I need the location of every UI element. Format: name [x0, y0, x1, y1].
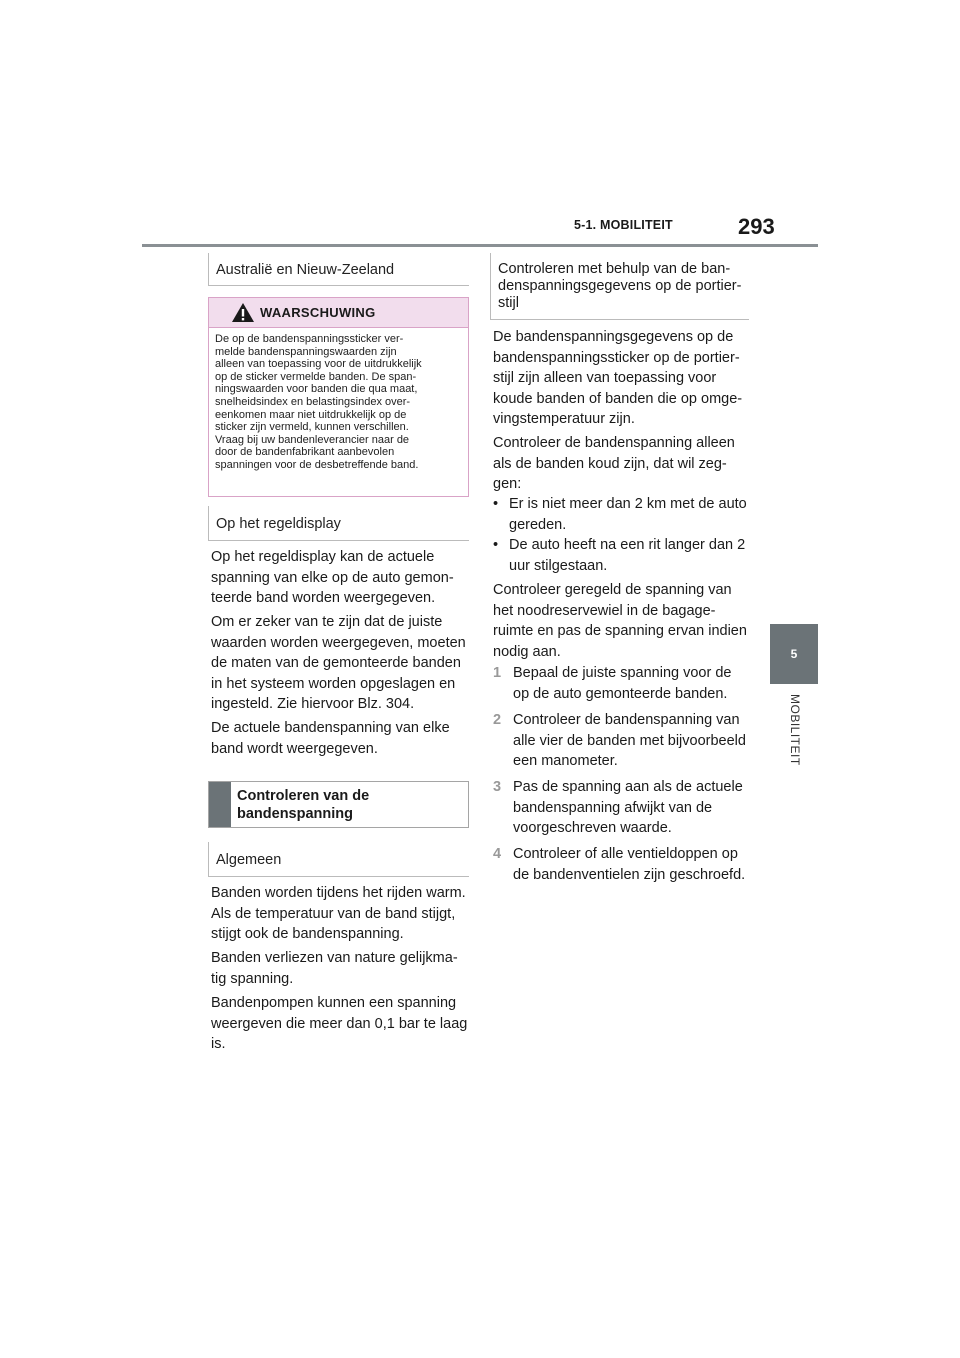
warning-line: ningswaarden voor banden die qua maat,	[215, 383, 418, 396]
warning-box	[208, 297, 469, 497]
bullet-item	[509, 535, 759, 576]
step-number: 4	[493, 846, 502, 862]
subheading-australia: Australië en Nieuw-Zeeland	[208, 253, 469, 286]
step-text	[513, 710, 758, 772]
warning-line: snelheidsindex en belastingsindex over-	[215, 395, 411, 408]
text-line: als de banden koud zijn, dat wil zeg-	[493, 455, 727, 472]
section-heading-box	[208, 781, 469, 828]
text-line: Banden worden tijdens het rijden warm.	[211, 885, 466, 901]
text-line: Er is niet meer dan 2 km met de auto	[509, 496, 747, 512]
chapter-label: MOBILITEIT	[788, 694, 802, 766]
text-line: bandenspanning afwijkt van de	[513, 799, 713, 816]
text-line: stijl zijn alleen van toepassing voor	[493, 370, 717, 386]
warning-header	[209, 298, 468, 328]
step-text	[513, 844, 758, 885]
text-line: teerde band worden weergegeven.	[211, 590, 436, 606]
text-line: bandenspanning	[237, 806, 353, 822]
paragraph-lose	[211, 948, 471, 989]
header-rule	[142, 244, 818, 247]
text-line: nodig aan.	[493, 643, 561, 660]
text-line: ruimte en pas de spanning ervan indien	[493, 623, 747, 639]
text-line: bandenspanningssticker op de portier-	[493, 349, 740, 366]
warning-line: sticker zijn vermeld, kunnen verschillen.	[215, 421, 409, 434]
warning-triangle-icon	[231, 302, 255, 323]
warning-line: spanningen voor de desbetreffende band.	[215, 458, 419, 471]
section-heading-title	[237, 787, 369, 823]
text-line: in het systeem worden opgeslagen en	[211, 675, 456, 692]
text-line: een manometer.	[513, 753, 618, 769]
text-line: gen:	[493, 476, 522, 492]
paragraph-pumps	[211, 993, 473, 1055]
text-line: Bandenpompen kunnen een spanning	[211, 995, 457, 1011]
chapter-number: 5	[790, 647, 798, 661]
page-number: 293	[738, 214, 775, 239]
subheading-display: Op het regeldisplay	[208, 506, 469, 541]
paragraph-spare	[493, 580, 755, 662]
section-title: 5-1. MOBILITEIT	[574, 218, 673, 232]
text-line: Om er zeker van te zijn dat de juiste	[211, 614, 443, 630]
step-text	[513, 663, 758, 704]
text-line: De auto heeft na een rit langer dan 2	[509, 537, 746, 553]
paragraph-sizes	[211, 612, 473, 715]
paragraph-check-cold	[493, 433, 755, 495]
text-line: de maten van de gemonteerde banden	[211, 655, 461, 671]
paragraph-sticker-data	[493, 327, 755, 430]
subheading-door-sticker	[490, 253, 749, 320]
text-line: band wordt weergegeven.	[211, 740, 378, 757]
text-line: spanning van elke op de auto gemon-	[211, 569, 454, 586]
text-line: Bepaal de juiste spanning voor de	[513, 665, 732, 681]
warning-line: eenkomen maar niet uitdrukkelijk op de	[215, 408, 407, 421]
text-line: op de auto gemonteerde banden.	[513, 685, 728, 702]
step-number: 1	[493, 665, 502, 681]
text-line: Op het regeldisplay kan de actuele	[211, 549, 435, 565]
text-line: koude banden of banden die op omge-	[493, 390, 743, 407]
text-line: De actuele bandenspanning van elke	[211, 720, 450, 736]
section-heading-bar	[209, 782, 231, 827]
paragraph-actual	[211, 718, 471, 759]
step-number: 2	[493, 712, 502, 728]
text-line: Controleren met behulp van de ban-	[498, 261, 731, 277]
warning-line: melde bandenspanningswaarden zijn	[215, 345, 397, 358]
bullet-marker: •	[493, 537, 499, 553]
warning-line: Vraag bij uw bandenleverancier naar de	[215, 433, 410, 446]
bullet-item	[509, 494, 759, 535]
text-line: Als de temperatuur van de band stijgt,	[211, 905, 456, 922]
text-line: vingstemperatuur zijn.	[493, 411, 635, 427]
step-number: 3	[493, 779, 502, 795]
paragraph-warm	[211, 883, 473, 945]
text-line: Controleer de bandenspanning alleen	[493, 435, 735, 451]
text-line: De bandenspanningsgegevens op de	[493, 329, 734, 345]
text-line: Controleer of alle ventieldoppen op	[513, 846, 738, 862]
text-line: stijl	[498, 295, 519, 311]
subheading-general: Algemeen	[208, 842, 469, 877]
text-line: uur stilgestaan.	[509, 557, 608, 574]
text-line: alle vier de banden met bijvoorbeeld	[513, 732, 746, 749]
paragraph-display	[211, 547, 471, 609]
text-line: gereden.	[509, 516, 567, 533]
warning-line: door de bandenfabrikant aanbevolen	[215, 446, 395, 459]
text-line: Controleren van de	[237, 788, 370, 804]
text-line: tig spanning.	[211, 970, 294, 987]
chapter-tab	[770, 624, 818, 684]
warning-title: WAARSCHUWING	[260, 305, 376, 320]
text-line: Controleer geregeld de spanning van	[493, 582, 732, 598]
warning-line: De op de bandenspanningssticker ver-	[215, 333, 404, 345]
warning-text	[215, 333, 467, 472]
text-line: waarden worden weergegeven, moeten	[211, 634, 466, 651]
step-text	[513, 777, 758, 839]
warning-line: op de sticker vermelde banden. De span-	[215, 370, 417, 383]
warning-line: alleen van toepassing voor de uitdrukkelijk	[215, 358, 422, 371]
text-line: Controleer de bandenspanning van	[513, 712, 740, 728]
text-line: Banden verliezen van nature gelijkma-	[211, 950, 458, 966]
text-line: weergeven die meer dan 0,1 bar te laag	[211, 1015, 468, 1032]
text-line: denspanningsgegevens op de portier-	[498, 278, 742, 294]
text-line: is.	[211, 1036, 226, 1052]
text-line: het noodreservewiel in de bagage-	[493, 602, 716, 619]
text-line: stijgt ook de bandenspanning.	[211, 926, 404, 942]
bullet-marker: •	[493, 496, 499, 512]
text-line: voorgeschreven waarde.	[513, 820, 672, 836]
text-line: de bandenventielen zijn geschroefd.	[513, 866, 746, 883]
text-line: Pas de spanning aan als de actuele	[513, 779, 743, 795]
text-line: ingesteld. Zie hiervoor Blz. 304.	[211, 696, 415, 712]
